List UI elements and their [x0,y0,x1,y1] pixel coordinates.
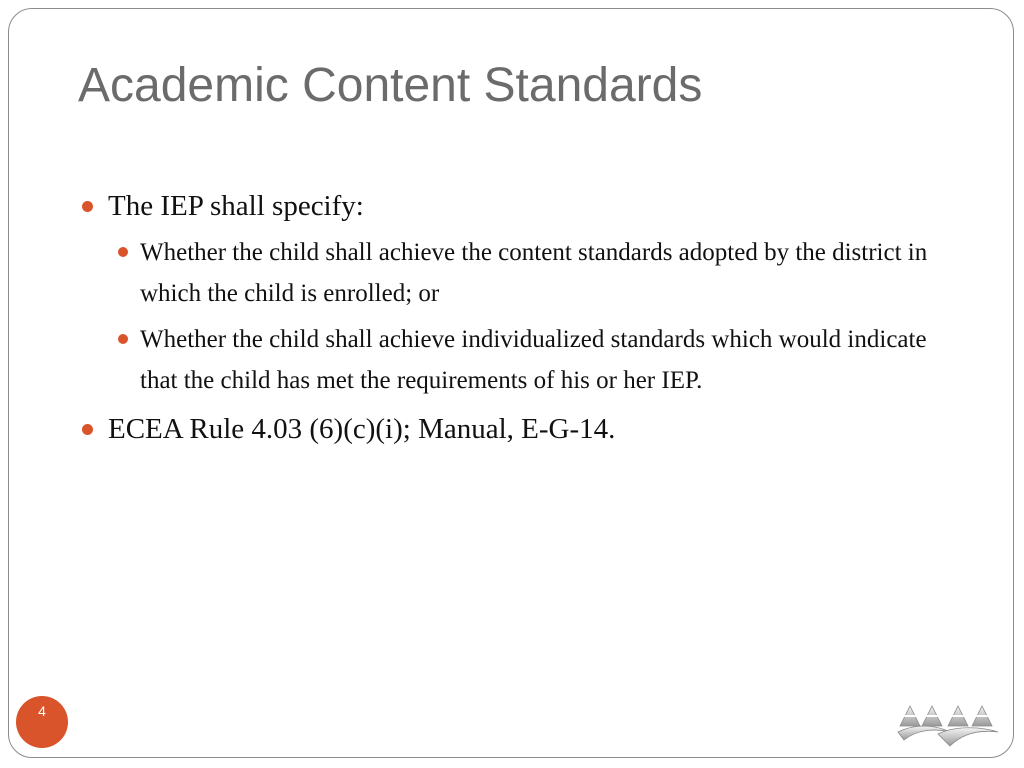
organization-logo-icon [894,698,1002,750]
sub-bullet-list [112,232,960,401]
sub-bullet-item [112,232,960,314]
page-number-badge: 4 [16,696,68,748]
bullet-dot-icon [82,424,93,435]
bullet-item [80,409,960,449]
sub-bullet-text: Whether the child shall achieve individualized standards which would indicate that the child has met the requirements of his or her IEP. [140,326,927,394]
slide-content [80,186,960,449]
bullet-dot-icon [82,201,93,212]
slide-title: Academic Content Standards [78,59,703,112]
bullet-dot-icon [118,334,128,344]
sub-bullet-item [112,319,960,401]
bullet-dot-icon [118,247,128,257]
bullet-text: The IEP shall specify: [108,190,364,222]
bullet-text: ECEA Rule 4.03 (6)(c)(i); Manual, E-G-14. [108,413,616,445]
bullet-item [80,186,960,226]
sub-bullet-text: Whether the child shall achieve the content standards adopted by the district in which the child is enrolled; or [140,239,928,307]
